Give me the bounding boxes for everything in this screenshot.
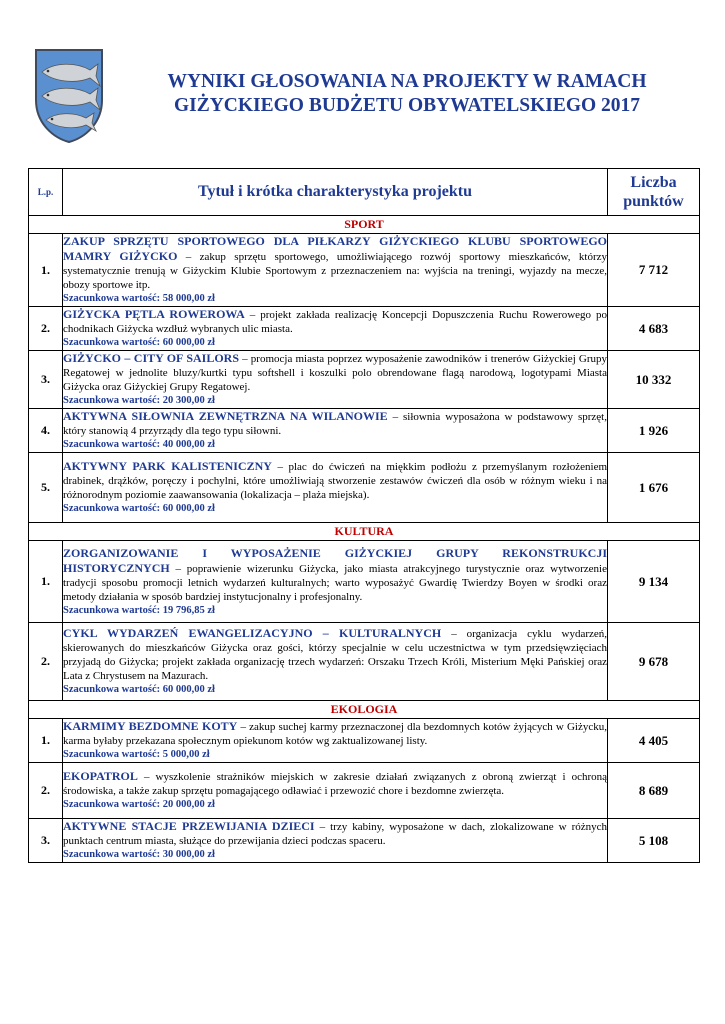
project-points: 1 926: [608, 409, 700, 453]
project-name: CYKL WYDARZEŃ EWANGELIZACYJNO – KULTURALNYCH: [63, 626, 442, 640]
project-number: 1.: [29, 541, 63, 623]
project-points: 4 405: [608, 719, 700, 763]
category-row: [29, 216, 700, 234]
page-title-line-2: GIŻYCKIEGO BUDŻETU OBYWATELSKIEGO 2017: [173, 95, 641, 116]
project-number: 1.: [29, 234, 63, 307]
project-description-cell: [63, 623, 608, 701]
project-name: KARMIMY BEZDOMNE KOTY: [63, 719, 238, 733]
project-number: 3.: [29, 819, 63, 863]
project-points: 10 332: [608, 351, 700, 409]
table-row: [29, 541, 700, 623]
project-description: – zakup suchej karmy przeznaczonej dla bezdomnych kotów żyjących w Giżycku, karma byłaby przekazana społecznym opiekunom kotów wg zaktualizowanej listy.: [63, 721, 607, 747]
table-row: [29, 819, 700, 863]
column-header-points-line-2: punktów: [623, 193, 684, 210]
project-estimated-cost: Szacunkowa wartość: 58 000,00 zł: [63, 293, 215, 304]
project-description-cell: [63, 351, 608, 409]
table-row: [29, 351, 700, 409]
project-estimated-cost: Szacunkowa wartość: 20 000,00 zł: [63, 799, 215, 810]
table-row: [29, 719, 700, 763]
project-description: – zakup sprzętu sportowego, umożliwiającego rozwój sportowy mieszkańców, którzy systematycznie trenują w Giżyckim Klubie Sportowym z przeznaczeniem na: wyjścia na treningi, wyjazdy na mecze, obozy sportowe itp.: [63, 251, 608, 291]
project-number: 2.: [29, 763, 63, 819]
results-table: [28, 168, 700, 863]
project-estimated-cost: Szacunkowa wartość: 40 000,00 zł: [63, 439, 215, 450]
table-row: [29, 234, 700, 307]
table-row: [29, 307, 700, 351]
project-description: – plac do ćwiczeń na miękkim podłożu z przemyślanym rozłożeniem drabinek, drążków, poręczy i pochylni, które umożliwiają stworzenie zestawów ćwiczeń dla osób w różnym wieku i na różnorodnym poziomie zaawansowania (lokalizacja – plaża miejska).: [63, 461, 608, 501]
project-name: GIŻYCKA PĘTLA ROWEROWA: [63, 307, 245, 321]
category-label: SPORT: [29, 216, 700, 234]
table-row: [29, 623, 700, 701]
column-header-title: Tytuł i krótka charakterystyka projektu: [63, 169, 608, 216]
project-name: AKTYWNY PARK KALISTENICZNY: [63, 459, 272, 473]
project-description-cell: [63, 234, 608, 307]
project-description-cell: [63, 763, 608, 819]
project-estimated-cost: Szacunkowa wartość: 60 000,00 zł: [63, 337, 215, 348]
project-description: – poprawienie wizerunku Giżycka, jako miasta atrakcyjnego turystycznie oraz wytworzenie tradycji sposobu promocji letnich wydarzeń kulturalnych; warto wyposażyć Gwardię Twierdzy Boyen w środki oraz metody działania w sposób bardziej instytucjonalny i profesjonalny.: [63, 562, 607, 603]
column-header-points: [608, 169, 700, 216]
project-number: 1.: [29, 719, 63, 763]
project-description: – trzy kabiny, wyposażone w dach, zlokalizowane w różnych punktach centrum miasta, służące do przewijania dzieci podczas spaceru.: [63, 821, 607, 847]
page-title: [112, 70, 702, 118]
project-description-cell: [63, 453, 608, 523]
project-points: 9 678: [608, 623, 700, 701]
project-number: 4.: [29, 409, 63, 453]
project-estimated-cost: Szacunkowa wartość: 19 796,85 zł: [63, 604, 215, 616]
project-description-cell: [63, 719, 608, 763]
project-points: 1 676: [608, 453, 700, 523]
project-number: 3.: [29, 351, 63, 409]
project-number: 2.: [29, 307, 63, 351]
project-name: ZAKUP SPRZĘTU SPORTOWEGO DLA PIŁKARZY GIŻYCKIEGO KLUBU SPORTOWEGO MAMRY GIŻYCKO: [63, 234, 607, 263]
city-crest-fish-icon: [34, 48, 104, 144]
project-estimated-cost: Szacunkowa wartość: 20 300,00 zł: [63, 395, 215, 406]
project-points: 7 712: [608, 234, 700, 307]
project-points: 5 108: [608, 819, 700, 863]
project-description-cell: [63, 541, 608, 623]
project-name: AKTYWNA SIŁOWNIA ZEWNĘTRZNA NA WILANOWIE: [63, 409, 388, 423]
project-description: – wyszkolenie strażników miejskich w zakresie działań związanych z obroną zwierząt i ochroną środowiska, a także zakup sprzętu pomagającego odławiać i przewozić chore i bezdomne zwierzęta.: [63, 771, 607, 797]
project-description-cell: [63, 307, 608, 351]
page-title-line-1: WYNIKI GŁOSOWANIA NA PROJEKTY W RAMACH: [167, 71, 647, 92]
table-row: [29, 763, 700, 819]
column-header-lp: L.p.: [29, 169, 63, 216]
table-row: [29, 453, 700, 523]
category-label: KULTURA: [29, 523, 700, 541]
project-description: – projekt zakłada realizację Koncepcji Dopuszczenia Ruchu Rowerowego po chodnikach Giżycka wzdłuż wybranych ulic miasta.: [63, 309, 607, 335]
column-header-points-line-1: Liczba: [630, 174, 677, 191]
project-description-cell: [63, 409, 608, 453]
project-number: 5.: [29, 453, 63, 523]
project-estimated-cost: Szacunkowa wartość: 60 000,00 zł: [63, 684, 215, 695]
project-name: AKTYWNE STACJE PRZEWIJANIA DZIECI: [63, 819, 315, 833]
table-row: [29, 409, 700, 453]
project-name: EKOPATROL: [63, 769, 138, 783]
project-points: 4 683: [608, 307, 700, 351]
table-header-row: [29, 169, 700, 216]
project-name: GIŻYCKO – CITY OF SAILORS: [63, 351, 240, 365]
project-description: – siłownia wyposażona w podstawowy sprzęt, który stanowią 4 przyrządy dla tego typu siłowni.: [63, 411, 607, 437]
project-description-cell: [63, 819, 608, 863]
project-estimated-cost: Szacunkowa wartość: 30 000,00 zł: [63, 849, 215, 860]
project-number: 2.: [29, 623, 63, 701]
category-label: EKOLOGIA: [29, 701, 700, 719]
project-points: 8 689: [608, 763, 700, 819]
project-description: – promocja miasta poprzez wyposażenie zawodników i trenerów Giżyckiej Grupy Regatowej w jednolite bluzy/kurtki typu softshell i koszulki polo obrendowane flagą narodową, logotypami Miasta Giżycka oraz Giżyckiej Grupy Regatowej.: [63, 353, 607, 393]
project-description: – organizacja cyklu wydarzeń, skierowanych do mieszkańców Giżycka oraz gości, którzy specjalnie w celu uczestnictwa w tym przedsięwzięciach przyjadą do Giżycka; projekt zakłada organizację trzech wydarzeń: Orszaku Trzech Króli, Misterium Męki Pańskiej oraz Lata z Chrystusem na Mazurach.: [63, 628, 608, 682]
project-estimated-cost: Szacunkowa wartość: 60 000,00 zł: [63, 503, 215, 514]
project-estimated-cost: Szacunkowa wartość: 5 000,00 zł: [63, 749, 210, 760]
category-row: [29, 701, 700, 719]
category-row: [29, 523, 700, 541]
project-name: ZORGANIZOWANIE I WYPOSAŻENIE GIŻYCKIEJ GRUPY REKONSTRUKCJI HISTORYCZNYCH: [63, 545, 607, 575]
project-points: 9 134: [608, 541, 700, 623]
